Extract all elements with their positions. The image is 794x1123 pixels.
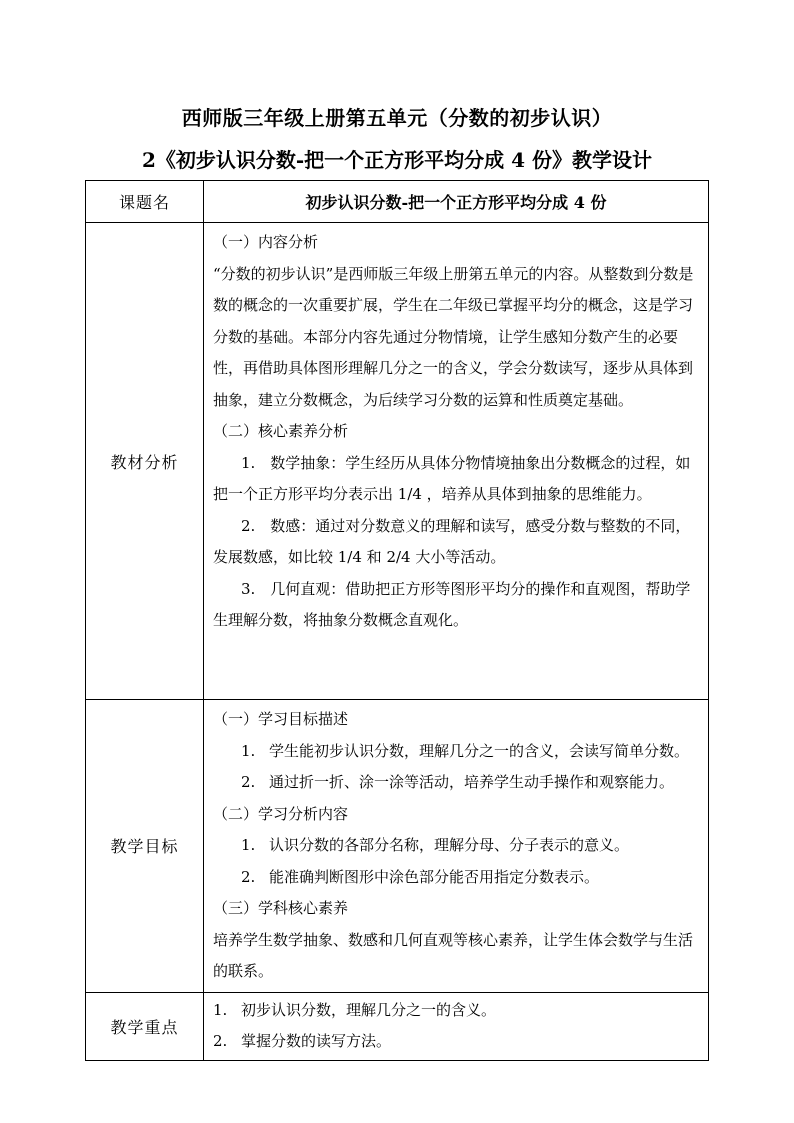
material-analysis-content <box>204 223 709 700</box>
list-item-text: 学生能初步认识分数，理解几分之一的含义，会读写简单分数。 <box>269 741 690 760</box>
material-analysis-row <box>86 223 709 700</box>
section-heading: （三）学科核心素养 <box>213 899 349 917</box>
section-heading: （一）内容分析 <box>213 233 319 251</box>
material-analysis-label: 教材分析 <box>86 223 204 700</box>
list-item: 1. 认识分数的各部分名称，理解分母、分子表示的意义。 <box>213 830 700 862</box>
key-points-content <box>204 992 709 1060</box>
list-item: 1. 学生能初步认识分数，理解几分之一的含义，会读写简单分数。 <box>213 736 700 768</box>
list-item: 2. 通过折一折、涂一涂等活动，培养学生动手操作和观察能力。 <box>213 767 700 799</box>
list-item: 1. 初步认识分数，理解几分之一的含义。 <box>213 995 700 1027</box>
competency-item: 2. 数感：通过对分数意义的理解和读写，感受分数与整数的不同，发展数感，如比较 1/4 和 2/4 大小等活动。 <box>213 516 691 566</box>
document-subtitle: 2《初步认识分数-把一个正方形平均分成 4 份》教学设计 <box>141 148 653 172</box>
topic-label: 课题名 <box>86 181 204 223</box>
list-item: 2. 能准确判断图形中涂色部分能否用指定分数表示。 <box>213 862 700 894</box>
teaching-goals-content <box>204 700 709 993</box>
key-points-row <box>86 992 709 1060</box>
section-heading: （二）核心素养分析 <box>213 422 349 440</box>
teaching-goals-label: 教学目标 <box>86 700 204 993</box>
section-heading: （一）学习目标描述 <box>213 710 349 728</box>
topic-value: 初步认识分数-把一个正方形平均分成 4 份 <box>204 181 709 223</box>
lesson-plan-table <box>85 180 709 1061</box>
topic-row <box>86 181 709 223</box>
list-item-text: 认识分数的各部分名称，理解分母、分子表示的意义。 <box>269 836 630 854</box>
list-item-text: 通过折一折、涂一涂等活动，培养学生动手操作和观察能力。 <box>269 773 675 791</box>
list-item: 2. 掌握分数的读写方法。 <box>213 1026 700 1058</box>
content-paragraph: 培养学生数学抽象、数感和几何直观等核心素养，让学生体会数学与生活的联系。 <box>213 930 694 980</box>
competency-item: 1. 数学抽象：学生经历从具体分物情境抽象出分数概念的过程，如把一个正方形平均分表示出 1/4 ，培养从具体到抽象的思维能力。 <box>213 453 691 503</box>
teaching-goals-row <box>86 700 709 993</box>
list-item-text: 掌握分数的读写方法。 <box>241 1032 392 1050</box>
document-title: 西师版三年级上册第五单元（分数的初步认识） <box>181 106 613 130</box>
section-heading: （二）学习分析内容 <box>213 804 349 823</box>
competency-item: 3. 几何直观：借助把正方形等图形平均分的操作和直观图，帮助学生理解分数，将抽象分数概念直观化。 <box>213 579 691 629</box>
key-points-label: 教学重点 <box>86 992 204 1060</box>
content-paragraph: “分数的初步认识”是西师版三年级上册第五单元的内容。从整数到分数是数的概念的一次重要扩展，学生在二年级已掌握平均分的概念，这是学习分数的基础。本部分内容先通过分物情境，让学生感知分数产生的必要性，再借助具体图形理解几分之一的含义，学会分数读写，逐步从具体到抽象，建立分数概念，为后续学习分数的运算和性质奠定基础。 <box>213 264 694 409</box>
list-item-text: 能准确判断图形中涂色部分能否用指定分数表示。 <box>269 867 600 886</box>
list-item-text: 初步认识分数，理解几分之一的含义。 <box>241 1000 497 1019</box>
